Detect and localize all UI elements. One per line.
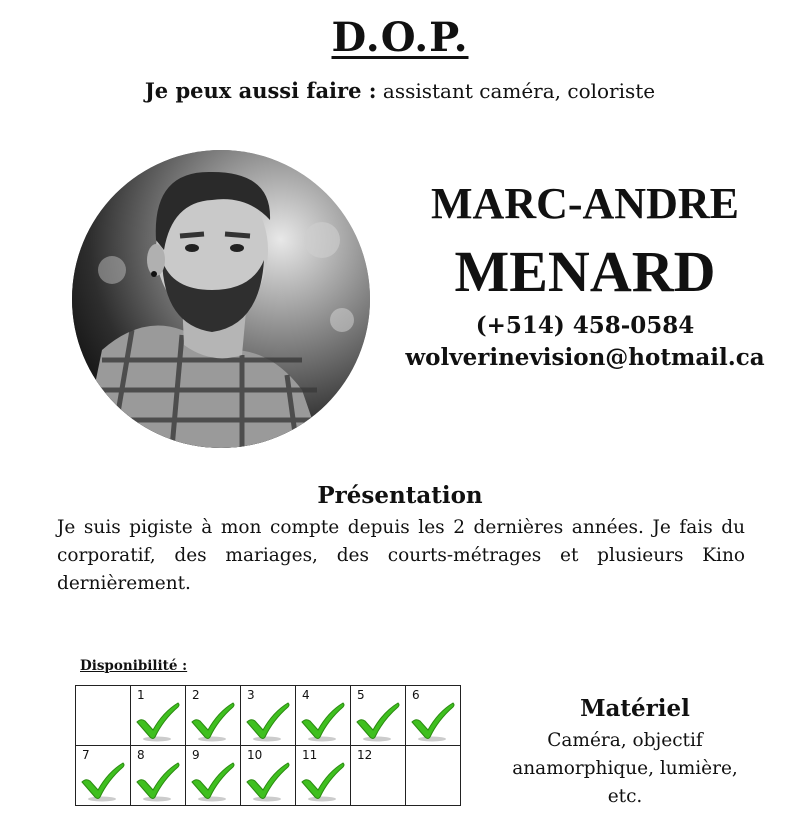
equipment-title: Matériel: [580, 695, 690, 722]
calendar-row: [76, 746, 461, 806]
portrait-photo: [72, 150, 370, 448]
availability-calendar: [75, 685, 461, 806]
calendar-cell: [351, 686, 406, 746]
check-icon: [300, 760, 346, 802]
check-icon: [245, 700, 291, 742]
calendar-day-number: 8: [137, 748, 145, 762]
calendar-cell: [406, 686, 461, 746]
calendar-cell: [186, 746, 241, 806]
calendar-day-number: 9: [192, 748, 200, 762]
check-icon: [80, 760, 126, 802]
email-address: wolverinevision@hotmail.ca: [405, 344, 765, 371]
calendar-day-number: 6: [412, 688, 420, 702]
last-name: MENARD: [454, 239, 716, 304]
calendar-cell: [76, 746, 131, 806]
calendar-cell: [351, 746, 406, 806]
calendar-day-number: 2: [192, 688, 200, 702]
calendar-day-number: 5: [357, 688, 365, 702]
equipment-text: Caméra, objectif anamorphique, lumière, etc.: [512, 730, 738, 807]
calendar-day-number: 12: [357, 748, 373, 762]
check-icon: [135, 760, 181, 802]
calendar-cell: [131, 686, 186, 746]
availability-label: Disponibilité :: [80, 658, 188, 674]
check-icon: [410, 700, 456, 742]
check-icon: [135, 700, 181, 742]
check-icon: [300, 700, 346, 742]
portrait-icon: [72, 150, 370, 448]
first-name: MARC-ANDRE: [431, 179, 739, 228]
calendar-cell: [406, 746, 461, 806]
calendar-day-number: 1: [137, 688, 145, 702]
calendar-cell: [296, 686, 351, 746]
calendar-day-number: 11: [302, 748, 318, 762]
presentation-title: Présentation: [317, 482, 483, 509]
check-icon: [190, 700, 236, 742]
also-can-do-label: Je peux aussi faire :: [144, 78, 377, 103]
calendar-day-number: 3: [247, 688, 255, 702]
calendar-cell: [296, 746, 351, 806]
phone-number: (+514) 458-0584: [475, 312, 695, 339]
check-icon: [355, 700, 401, 742]
calendar-cell: [241, 686, 296, 746]
calendar-day-number: 4: [302, 688, 310, 702]
calendar-row: [76, 686, 461, 746]
page-title: D.O.P.: [331, 14, 469, 61]
calendar-day-number: 7: [82, 748, 90, 762]
calendar-cell: [186, 686, 241, 746]
calendar-cell: [76, 686, 131, 746]
presentation-text: Je suis pigiste à mon compte depuis les 2 dernières années. Je fais du corporatif, des mariages, des courts-métrages et plusieurs Kino dernièrement.: [57, 517, 745, 594]
check-icon: [245, 760, 291, 802]
calendar-cell: [131, 746, 186, 806]
check-icon: [190, 760, 236, 802]
also-can-do: [0, 78, 800, 103]
calendar-cell: [241, 746, 296, 806]
calendar-day-number: 10: [247, 748, 263, 762]
also-can-do-value: assistant caméra, coloriste: [382, 79, 656, 103]
